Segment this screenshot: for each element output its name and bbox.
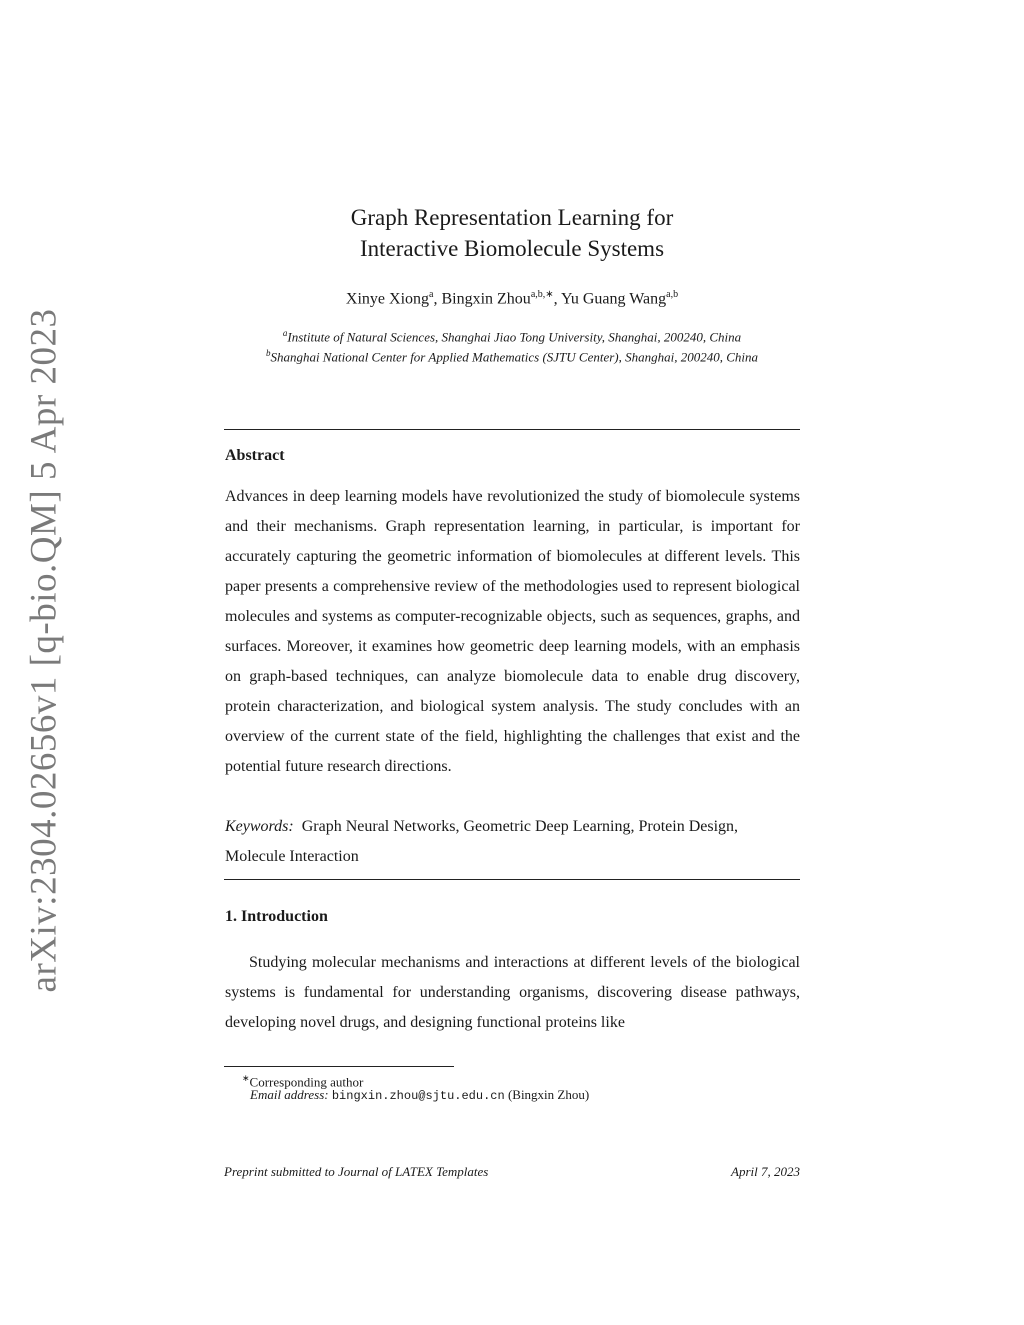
keywords-label: Keywords: [225,818,294,835]
footnote-rule [224,1066,454,1067]
arxiv-stamp [14,308,74,992]
affiliations [222,325,802,366]
email-address[interactable]: bingxin.zhou@sjtu.edu.cn [331,1089,505,1103]
abstract-top-rule [224,429,800,430]
email-owner: (Bingxin Zhou) [507,1087,590,1102]
author-affil-mark: a [429,289,434,300]
footer-journal: Preprint submitted to Journal of LATEX Templates [224,1164,489,1179]
footnote-email [250,1086,589,1105]
abstract-heading: Abstract [225,447,285,464]
introduction-heading: 1. Introduction [225,908,328,925]
author-name: Bingxin Zhou [441,290,531,308]
arxiv-identifier: arXiv:2304.02656v1 [q-bio.QM] 5 Apr 2023 [23,308,65,992]
title-line-2: Interactive Biomolecule Systems [359,236,665,261]
author-name: Yu Guang Wang [561,290,667,308]
footer-date: April 7, 2023 [731,1164,800,1179]
abstract-text: Advances in deep learning models have revolutionized the study of biomolecule systems and their mechanisms. Graph representation learning, in particular, is important for accurately capturing the geometric information of biomolecules at different levels. This paper presents a comprehensive review of the methodologies used to represent biological molecules and systems as computer-recognizable objects, such as sequences, graphs, and surfaces. Moreover, it examines how geometric deep learning models, with an emphasis on graph-based techniques, can analyze biomolecule data to enable drug discovery, protein characterization, and biological system analysis. The study concludes with an overview of the current state of the field, highlighting the challenges that exist and the potential future research directions. [225,488,800,775]
author-affil-mark: a,b,∗ [530,289,554,300]
affiliation-b: $^b$Shanghai National Center for Applied Mathematics (SJTU Center), Shanghai, 200240, China [265,348,759,365]
footnote-corresponding: ∗Corresponding author [242,1073,364,1090]
affiliation-a: $^a$Institute of Natural Sciences, Shanghai Jiao Tong University, Shanghai, 200240, China [282,328,742,345]
keywords [225,812,785,872]
email-label: Email address: [250,1087,329,1102]
author-list: Xinye Xiong$^a$, Bingxin Zhou$^{a,b,∗}$, Yu Guang Wang$^{a,b}$ [345,289,679,308]
title-line-1: Graph Representation Learning for [350,205,674,230]
author-affil-mark: a,b [666,289,679,300]
keywords-text: Graph Neural Networks, Geometric Deep Learning, Protein Design, Molecule Interaction [225,818,739,865]
abstract-bottom-rule [224,879,800,880]
introduction-text: Studying molecular mechanisms and interactions at different levels of the biological systems is fundamental for understanding organisms, discovering disease pathways, developing novel drugs, and designing functional proteins like [225,954,800,1031]
paper-title [212,202,812,264]
author-name: Xinye Xiong [345,290,430,308]
